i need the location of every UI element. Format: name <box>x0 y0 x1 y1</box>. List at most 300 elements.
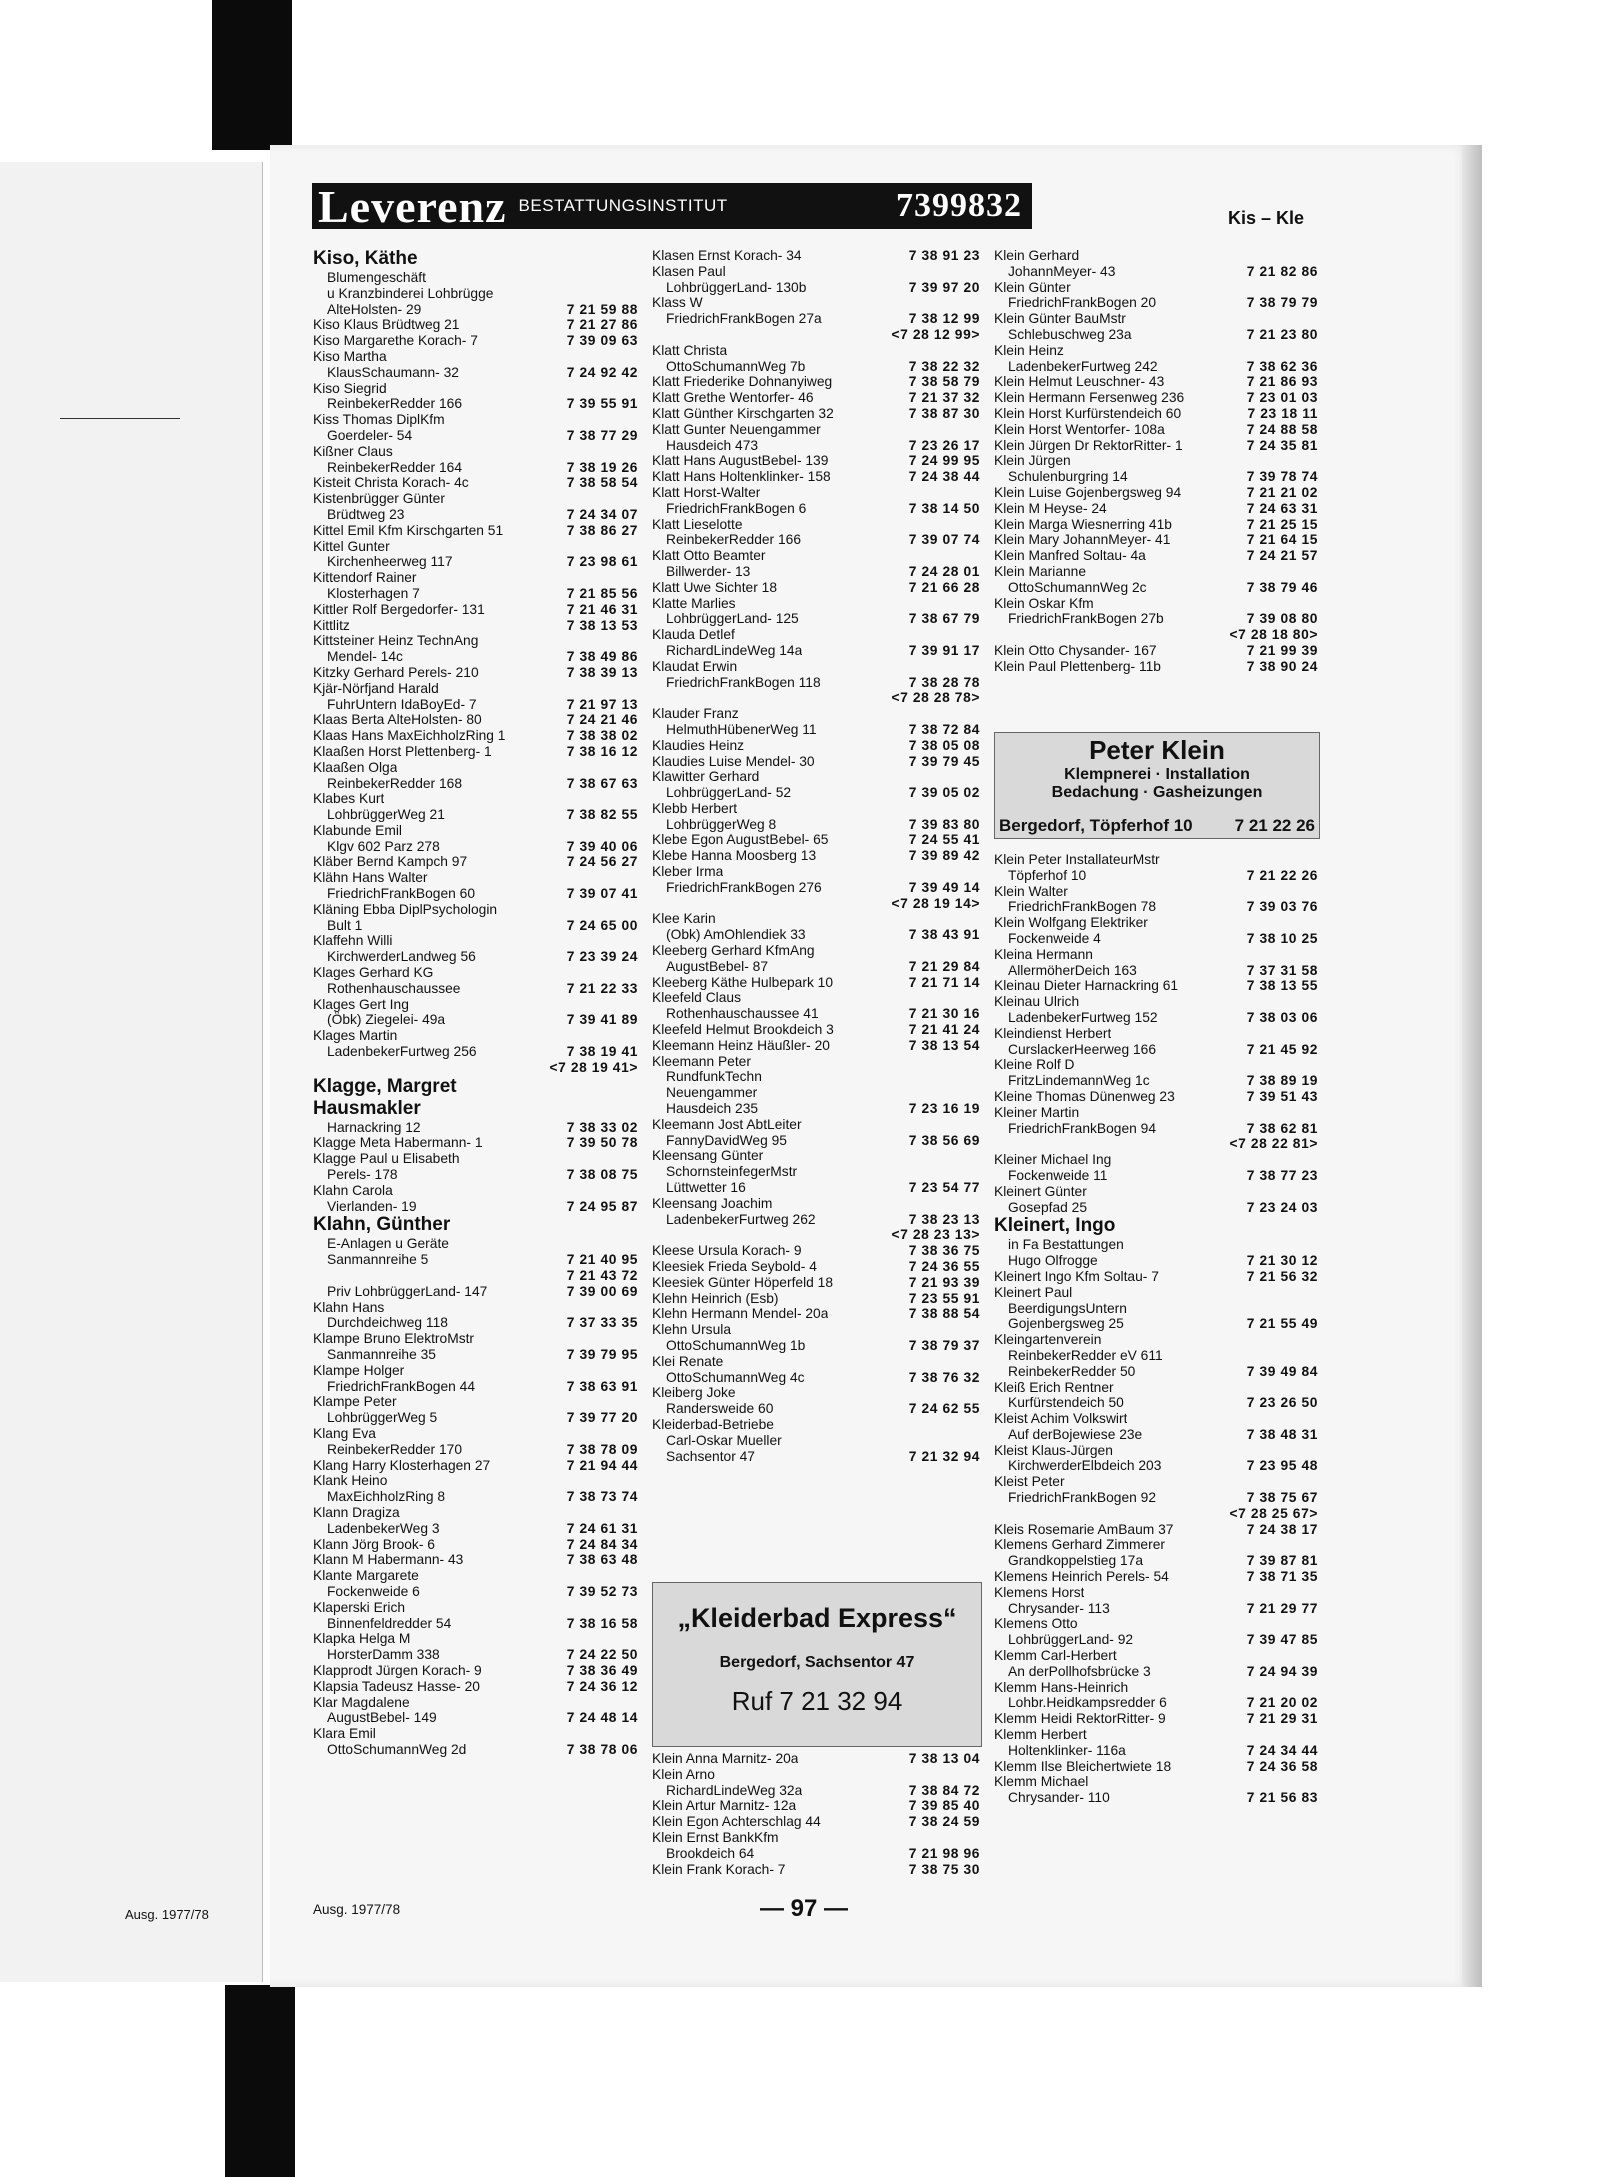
listing-row <box>994 1332 1318 1348</box>
listing-phone: 7 24 92 42 <box>566 364 638 380</box>
listing-row <box>313 1710 638 1726</box>
listing-name: Kirchenheerweg 117 <box>327 554 453 570</box>
listing-phone: 7 23 18 11 <box>1247 405 1318 421</box>
listing-row <box>313 1473 638 1489</box>
listing-phone: 7 38 12 99 <box>908 311 980 327</box>
listing-row <box>994 564 1318 580</box>
peter-klein-ad <box>994 732 1320 839</box>
listing-phone: 7 38 79 37 <box>908 1337 980 1353</box>
listing-phone: 7 39 79 45 <box>908 753 980 769</box>
listing-name: Klaaßen Horst Plettenberg- 1 <box>313 743 492 759</box>
listing-row <box>994 422 1318 438</box>
listing-phone: 7 39 85 40 <box>908 1798 980 1814</box>
listing-phone: 7 39 49 84 <box>1246 1363 1318 1379</box>
listing-name: ReinbekerRedder 164 <box>327 459 462 475</box>
listing-phone: 7 39 09 63 <box>566 333 638 349</box>
listing-name: Klapprodt Jürgen Korach- 9 <box>313 1662 482 1678</box>
listing-phone: 7 39 55 91 <box>566 396 638 412</box>
listing-name: Hugo Olfrogge <box>1008 1253 1098 1269</box>
listing-phone: 7 39 41 89 <box>566 1012 638 1028</box>
listing-name: Schulenburgring 14 <box>1008 469 1128 485</box>
listing-row <box>994 659 1318 675</box>
listing-name: ReinbekerRedder eV 611 <box>1008 1347 1163 1363</box>
listing-row <box>652 548 980 564</box>
listing-name: Klahn Carola <box>313 1182 393 1198</box>
column-2-lower <box>652 1751 980 1877</box>
listing-row <box>313 1552 638 1568</box>
listing-name: E-Anlagen u Geräte <box>327 1236 449 1252</box>
listing-row <box>313 1060 638 1076</box>
listing-row <box>652 832 980 848</box>
listing-name: Klein Marianne <box>994 563 1087 579</box>
listing-row <box>652 690 980 706</box>
listing-row <box>652 485 980 501</box>
listing-name: OttoSchumannWeg 7b <box>666 358 806 374</box>
listing-name: ReinbekerRedder 168 <box>327 775 462 791</box>
listing-name: Lüttwetter 16 <box>666 1180 746 1196</box>
listing-phone: 7 23 26 17 <box>908 437 980 453</box>
listing-name: Schlebuschweg 23a <box>1008 326 1132 342</box>
listing-name: Klein Paul Plettenberg- 11b <box>994 658 1161 674</box>
listing-name: KirchwerderLandweg 56 <box>327 949 476 965</box>
listing-name: Klatt Otto Beamter <box>652 548 766 564</box>
listing-phone: 7 38 36 49 <box>566 1662 638 1678</box>
listing-row <box>994 1152 1318 1168</box>
listing-row <box>313 1167 638 1183</box>
listing-row <box>313 1584 638 1600</box>
listing-row <box>313 381 638 397</box>
listing-row <box>652 248 980 264</box>
column-3 <box>994 248 1318 675</box>
listing-name: Kleemann Peter <box>652 1053 751 1069</box>
listing-name: Neuengammer <box>666 1085 758 1101</box>
listing-name: u Kranzbinderei Lohbrügge <box>327 285 494 301</box>
page-edge <box>1462 145 1482 1987</box>
listing-row <box>652 501 980 517</box>
listing-phone: 7 21 56 32 <box>1246 1268 1318 1284</box>
listing-name: Kleinert Ingo Kfm Soltau- 7 <box>994 1268 1159 1284</box>
listing-name: FriedrichFrankBogen 118 <box>666 674 821 690</box>
listing-name: Kittlitz <box>313 617 350 633</box>
listing-phone: 7 38 71 35 <box>1246 1569 1318 1585</box>
listing-name: LadenbekerFurtweg 152 <box>1008 1009 1158 1025</box>
listing-row <box>313 1442 638 1458</box>
listing-row <box>313 491 638 507</box>
listing-row <box>994 1380 1318 1396</box>
listing-name: Klein Jürgen Dr RektorRitter- 1 <box>994 437 1183 453</box>
listing-row <box>313 854 638 870</box>
listing-phone: 7 21 82 86 <box>1246 263 1318 279</box>
listing-phone: 7 21 25 15 <box>1246 516 1318 532</box>
listing-name: Blumengeschäft <box>327 270 426 285</box>
listing-phone: 7 21 97 13 <box>566 696 638 712</box>
listing-name: Klebe Egon AugustBebel- 65 <box>652 832 829 848</box>
listing-phone: <7 28 28 78> <box>891 690 980 706</box>
listing-name: Kiso Klaus Brüdtweg 21 <box>313 317 460 333</box>
listing-name: Klages Gert Ing <box>313 996 409 1012</box>
listing-row <box>313 460 638 476</box>
listing-phone: 7 37 31 58 <box>1246 962 1318 978</box>
listing-phone: 7 38 13 53 <box>566 617 638 633</box>
listing-phone: 7 23 26 50 <box>1246 1395 1318 1411</box>
listing-phone: 7 39 08 80 <box>1246 611 1318 627</box>
listing-phone: 7 38 73 74 <box>566 1489 638 1505</box>
listing-row <box>313 1458 638 1474</box>
listing-name: Kleeberg Gerhard KfmAng <box>652 943 815 959</box>
listing-phone: 7 39 89 42 <box>908 848 980 864</box>
listing-row <box>994 1743 1318 1759</box>
listing-row <box>652 1196 980 1212</box>
listing-name: Klauda Detlef <box>652 627 735 643</box>
listing-row <box>652 1243 980 1259</box>
listing-name: Klaudies Heinz <box>652 737 745 753</box>
listing-row <box>313 1379 638 1395</box>
listing-row <box>994 295 1318 311</box>
listing-row <box>652 706 980 722</box>
listing-row <box>313 1347 638 1363</box>
listing-name: JohannMeyer- 43 <box>1008 263 1116 279</box>
listing-row <box>652 785 980 801</box>
listing-row <box>313 1331 638 1347</box>
listing-row <box>313 918 638 934</box>
listing-row <box>994 884 1318 900</box>
listing-name: Klähn Hans Walter <box>313 870 428 886</box>
listing-name: Klein Marga Wiesnerring 41b <box>994 516 1172 532</box>
listing-name: ReinbekerRedder 170 <box>327 1441 462 1457</box>
listing-row <box>994 501 1318 517</box>
listing-name: Kittsteiner Heinz TechnAng <box>313 633 479 649</box>
listing-name: Kleist Achim Volkswirt <box>994 1411 1128 1427</box>
listing-row <box>652 327 980 343</box>
listing-name: Klemm Hans-Heinrich <box>994 1679 1129 1695</box>
listing-row <box>313 744 638 760</box>
listing-phone: 7 24 84 34 <box>566 1536 638 1552</box>
listing-name: Kleinau Ulrich <box>994 994 1080 1010</box>
listing-row <box>994 1648 1318 1664</box>
listing-phone: 7 21 29 31 <box>1246 1711 1318 1727</box>
listing-row <box>994 596 1318 612</box>
listing-row <box>313 1236 638 1252</box>
listing-row <box>313 1044 638 1060</box>
listing-name: Kistenbrügger Günter <box>313 491 445 507</box>
listing-phone: <7 28 19 41> <box>549 1059 638 1075</box>
listing-row <box>994 963 1318 979</box>
listing-row <box>994 1395 1318 1411</box>
listing-phone: <7 28 25 67> <box>1229 1505 1318 1521</box>
binding-strip-bottom <box>225 1985 295 2177</box>
listing-row <box>652 817 980 833</box>
listing-row <box>313 586 638 602</box>
listing-row <box>994 1215 1318 1237</box>
listing-phone: 7 24 38 17 <box>1246 1521 1318 1537</box>
listing-phone: 7 39 77 20 <box>566 1410 638 1426</box>
listing-row <box>994 1537 1318 1553</box>
listing-phone: 7 38 13 55 <box>1246 978 1318 994</box>
banner-phone: 7399832 <box>896 187 1022 224</box>
listing-name: Klein Horst Kurfürstendeich 60 <box>994 405 1182 421</box>
listing-name: HorsterDamm 338 <box>327 1647 440 1663</box>
listing-row <box>313 681 638 697</box>
listing-phone: 7 24 28 01 <box>908 563 980 579</box>
listing-row <box>652 1449 980 1465</box>
listing-row <box>652 1417 980 1433</box>
listing-phone: 7 21 98 96 <box>908 1845 980 1861</box>
listing-name: RichardLindeWeg 14a <box>666 642 803 658</box>
listing-name: Klages Gerhard KG <box>313 965 434 981</box>
kleiderbad-address: Bergedorf, Sachsentor 47 <box>719 1654 915 1671</box>
listing-phone: 7 39 52 73 <box>566 1583 638 1599</box>
listing-row <box>994 1364 1318 1380</box>
listing-phone: 7 39 00 69 <box>566 1283 638 1299</box>
listing-name: FriedrichFrankBogen 92 <box>1008 1490 1157 1506</box>
listing-name: Gojenbergsweg 25 <box>1008 1316 1124 1332</box>
listing-phone: 7 24 94 39 <box>1246 1663 1318 1679</box>
listing-phone: 7 21 30 12 <box>1246 1253 1318 1269</box>
listing-row <box>652 1006 980 1022</box>
listing-phone: 7 38 19 26 <box>566 459 638 475</box>
listing-row <box>994 1089 1318 1105</box>
listing-phone: 7 38 77 23 <box>1246 1167 1318 1183</box>
listing-phone: 7 38 58 54 <box>566 475 638 491</box>
listing-phone: 7 38 13 54 <box>908 1037 980 1053</box>
listing-phone: 7 21 27 86 <box>566 317 638 333</box>
listing-row <box>994 1474 1318 1490</box>
listing-row <box>652 1259 980 1275</box>
listing-row <box>652 517 980 533</box>
listing-phone: 7 39 79 95 <box>566 1347 638 1362</box>
listing-name: FriedrichFrankBogen 6 <box>666 500 807 516</box>
column-3-lower <box>994 852 1318 1806</box>
listing-phone: 7 38 23 13 <box>908 1211 980 1227</box>
listing-row <box>313 1679 638 1695</box>
listing-name: Kleindienst Herbert <box>994 1025 1112 1041</box>
listing-row <box>652 722 980 738</box>
listing-name: FuhrUntern IdaBoyEd- 7 <box>327 696 477 712</box>
listing-name: Klatt Christa <box>652 342 728 358</box>
listing-row <box>994 1348 1318 1364</box>
listing-name: Vierlanden- 19 <box>327 1198 417 1214</box>
listing-row <box>313 365 638 381</box>
listing-name: KlausSchaumann- 32 <box>327 364 459 380</box>
listing-row <box>994 1680 1318 1696</box>
listing-phone: 7 38 49 86 <box>566 649 638 665</box>
listing-row <box>313 791 638 807</box>
peter-klein-line2: Bedachung · Gasheizungen <box>1051 784 1263 801</box>
listing-row <box>313 1426 638 1442</box>
listing-phone: 7 24 63 31 <box>1246 500 1318 516</box>
listing-row <box>313 997 638 1013</box>
listing-phone: 7 38 79 79 <box>1246 295 1318 311</box>
listing-row <box>313 1252 638 1268</box>
listing-name: Kleingartenverein <box>994 1332 1102 1348</box>
listing-row <box>313 412 638 428</box>
listing-name: AugustBebel- 149 <box>327 1710 437 1726</box>
listing-row <box>652 1354 980 1370</box>
listing-name: Klemens Otto <box>994 1616 1078 1632</box>
listing-name: Klatt Friederike Dohnanyiweg <box>652 374 833 390</box>
listing-row <box>994 438 1318 454</box>
listing-phone: 7 38 78 06 <box>566 1741 638 1757</box>
listing-row <box>652 1370 980 1386</box>
page-range-header: Kis – Kle <box>1228 208 1305 228</box>
listing-name: Klatt Günther Kirschgarten 32 <box>652 405 834 421</box>
listing-name: Kleiberg Joke <box>652 1385 736 1401</box>
listing-row <box>994 947 1318 963</box>
listing-name: Kittler Rolf Bergedorfer- 131 <box>313 601 485 617</box>
listing-name: Klaudies Luise Mendel- 30 <box>652 753 815 769</box>
listing-row <box>313 507 638 523</box>
listing-phone: 7 21 32 94 <box>908 1448 980 1464</box>
listing-row <box>652 295 980 311</box>
listing-name: FriedrichFrankBogen 60 <box>327 886 476 902</box>
listing-name: Klein Manfred Soltau- 4a <box>994 548 1146 564</box>
leverenz-banner-ad <box>312 180 1032 232</box>
peter-klein-contact <box>999 816 1315 836</box>
listing-name: Klee Karin <box>652 911 716 927</box>
listing-phone: 7 38 03 06 <box>1246 1009 1318 1025</box>
listing-row <box>652 911 980 927</box>
listing-row <box>313 1410 638 1426</box>
listing-row <box>652 1212 980 1228</box>
listing-row <box>994 1026 1318 1042</box>
listing-name: (Obk) AmOhlendiek 33 <box>666 927 806 943</box>
listing-row <box>313 807 638 823</box>
listing-row <box>313 1616 638 1632</box>
listing-name: Klemens Gerhard Zimmerer <box>994 1537 1165 1553</box>
listing-row <box>313 270 638 286</box>
listing-row <box>994 1168 1318 1184</box>
listing-name: (Öbk) Ziegelei- 49a <box>327 1012 446 1028</box>
listing-name: Klosterhagen 7 <box>327 585 420 601</box>
listing-row <box>994 1711 1318 1727</box>
listing-name: Klampe Peter <box>313 1394 397 1410</box>
listing-name: ReinbekerRedder 166 <box>327 396 462 412</box>
listing-row <box>313 1695 638 1711</box>
listing-row <box>652 1814 980 1830</box>
listing-row <box>994 1411 1318 1427</box>
listing-row <box>313 333 638 349</box>
listing-name: LohbrüggerLand- 52 <box>666 785 792 801</box>
listing-phone: 7 38 67 63 <box>566 775 638 791</box>
listing-row <box>313 728 638 744</box>
listing-row <box>313 317 638 333</box>
listing-name: Töpferhof 10 <box>1008 867 1087 883</box>
listing-row <box>994 280 1318 296</box>
listing-name: Priv LohbrüggerLand- 147 <box>327 1283 488 1299</box>
listing-name: Durchdeichweg 118 <box>327 1315 448 1331</box>
listing-name: Kleist Peter <box>994 1474 1065 1490</box>
listing-name: Kleiner Martin <box>994 1104 1080 1120</box>
listing-name: Klein Wolfgang Elektriker <box>994 915 1148 931</box>
listing-row <box>313 1742 638 1758</box>
listing-row <box>994 1522 1318 1538</box>
listing-name: Klehn Ursula <box>652 1322 731 1338</box>
listing-row <box>652 675 980 691</box>
listing-row <box>652 359 980 375</box>
listing-phone: 7 23 39 24 <box>566 949 638 965</box>
listing-name: Kleemann Heinz Häußler- 20 <box>652 1037 830 1053</box>
listing-name: Klein Horst Wentorfer- 108a <box>994 421 1165 437</box>
listing-phone: 7 38 08 75 <box>566 1167 638 1183</box>
listing-phone: 7 38 43 91 <box>908 927 980 943</box>
listing-name: Klein Oskar Kfm <box>994 595 1094 611</box>
listing-name: Kleine Rolf D <box>994 1057 1075 1073</box>
listing-row <box>994 248 1318 264</box>
listing-phone: 7 24 56 27 <box>566 854 638 870</box>
listing-row <box>994 1616 1318 1632</box>
listing-name: Kitzky Gerhard Perels- 210 <box>313 664 479 680</box>
listing-name: Fockenweide 11 <box>1008 1167 1108 1183</box>
listing-name: Kiso Margarethe Korach- 7 <box>313 333 478 349</box>
listing-row <box>313 902 638 918</box>
listing-row <box>994 343 1318 359</box>
listing-name: Klatt Hans Holtenklinker- 158 <box>652 469 831 485</box>
listing-name: An derPollhofsbrücke 3 <box>1008 1663 1151 1679</box>
listing-phone: 7 24 65 00 <box>566 917 638 933</box>
listing-row <box>313 302 638 318</box>
listing-row <box>313 428 638 444</box>
listing-row <box>313 665 638 681</box>
listing-row <box>994 1664 1318 1680</box>
listing-name: FriedrichFrankBogen 20 <box>1008 295 1157 311</box>
binding-strip-top <box>212 0 292 150</box>
listing-phone: 7 24 48 14 <box>566 1710 638 1726</box>
listing-phone: 7 38 19 41 <box>566 1044 638 1060</box>
left-footer: Ausg. 1977/78 <box>125 1907 209 1922</box>
listing-name: Klein Ernst BankKfm <box>652 1829 779 1845</box>
listing-row <box>313 949 638 965</box>
listing-phone: 7 21 99 39 <box>1246 642 1318 658</box>
listing-row <box>652 532 980 548</box>
listing-phone: 7 21 30 16 <box>908 1006 980 1022</box>
listing-row <box>313 1098 638 1120</box>
listing-name: Sanmannreihe 5 <box>327 1252 429 1268</box>
listing-name: BeerdigungsUntern <box>1008 1300 1127 1316</box>
listing-name: Klemens Heinrich Perels- 54 <box>994 1569 1169 1585</box>
listing-name: Kiss Thomas DiplKfm <box>313 412 445 428</box>
left-page <box>0 162 263 1982</box>
listing-name: Klein Otto Chysander- 167 <box>994 642 1157 658</box>
listing-row <box>994 453 1318 469</box>
listing-row <box>652 1751 980 1767</box>
listing-row <box>652 1164 980 1180</box>
listing-name: Klang Harry Klosterhagen 27 <box>313 1457 491 1473</box>
listing-name: Klasen Ernst Korach- 34 <box>652 248 802 263</box>
listing-row <box>652 738 980 754</box>
listing-row <box>313 776 638 792</box>
listing-row <box>313 286 638 302</box>
listing-name: Fockenweide 6 <box>327 1583 420 1599</box>
listing-row <box>313 1135 638 1151</box>
listing-row <box>652 390 980 406</box>
listing-name: Klagge Meta Habermann- 1 <box>313 1135 483 1151</box>
listing-phone: 7 38 79 46 <box>1246 579 1318 595</box>
listing-row <box>313 1300 638 1316</box>
listing-name: Klahn Hans <box>313 1299 385 1315</box>
listing-row <box>652 564 980 580</box>
listing-name: LohbrüggerWeg 5 <box>327 1410 438 1426</box>
listing-name: Kjär-Nörfjand Harald <box>313 680 439 696</box>
peter-klein-title: Peter Klein <box>1089 735 1225 765</box>
banner-brand: Leverenz <box>318 180 507 232</box>
listing-name: Kiso, Käthe <box>313 248 418 269</box>
listing-row <box>652 453 980 469</box>
listing-name: Hausdeich 473 <box>666 437 759 453</box>
listing-row <box>994 1010 1318 1026</box>
left-divider <box>60 418 180 419</box>
listing-phone: 7 38 10 25 <box>1246 930 1318 946</box>
listing-name: LohbrüggerWeg 8 <box>666 816 777 832</box>
